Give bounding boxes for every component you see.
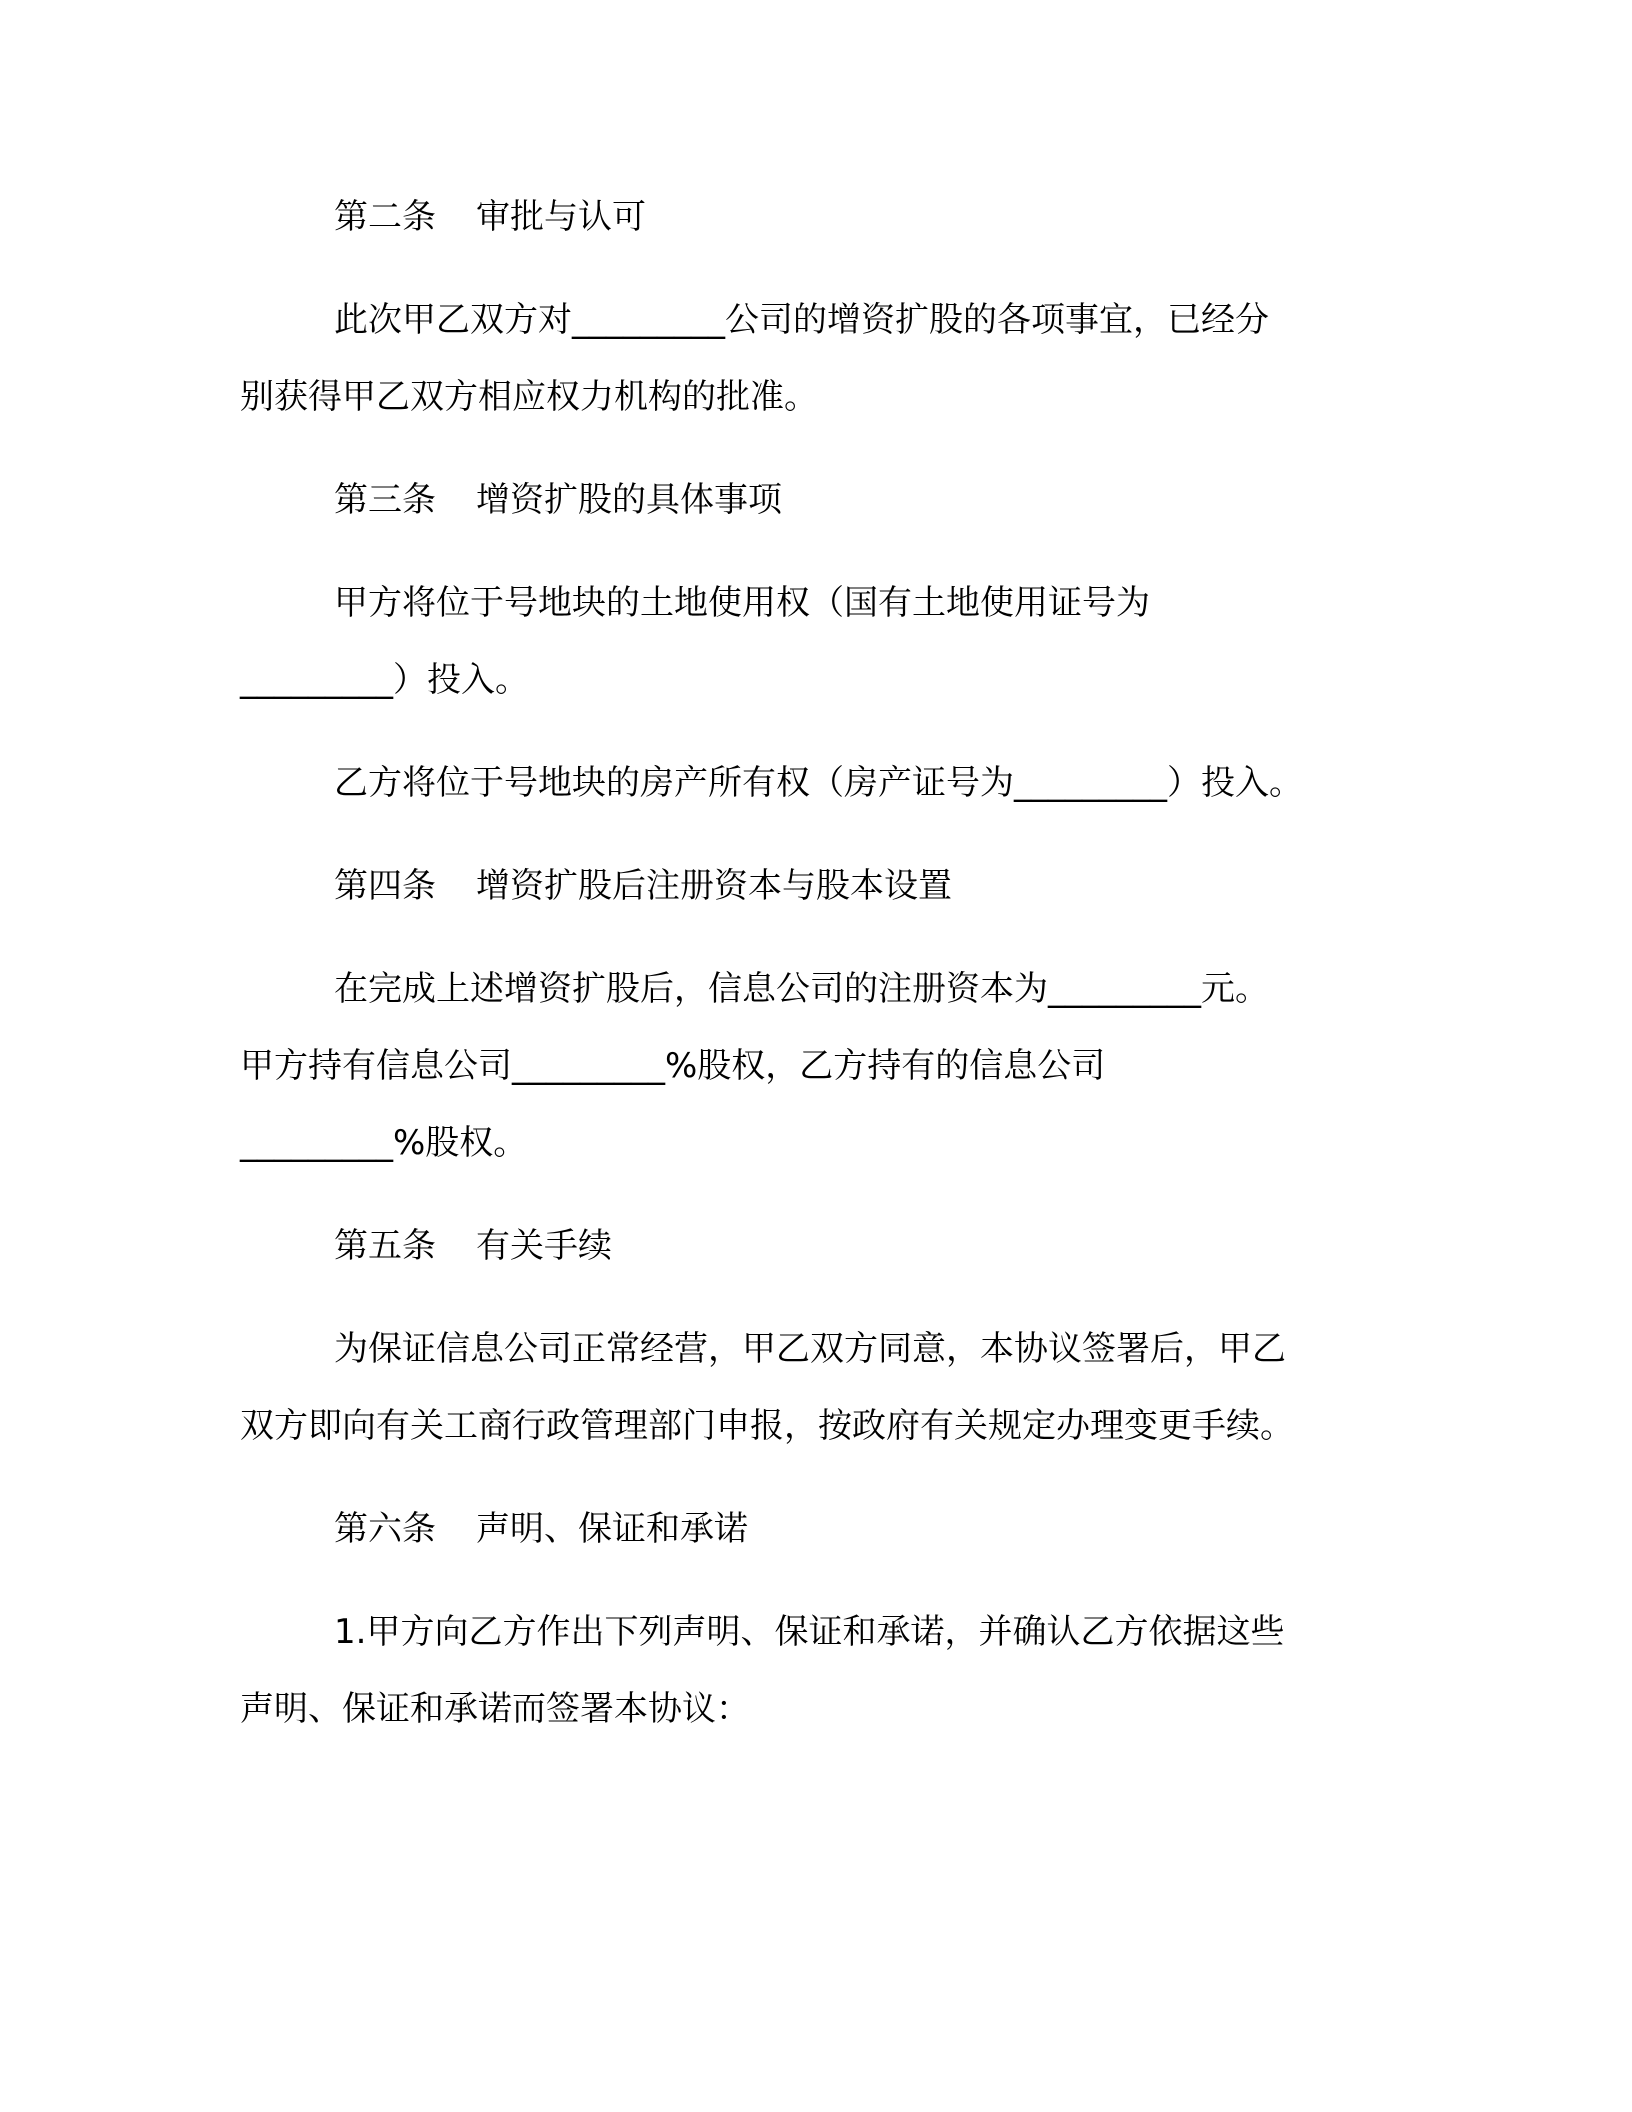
article-6-number: 第六条 [334, 1509, 436, 1549]
article-5-heading [334, 1221, 612, 1271]
article-6-heading [334, 1504, 748, 1554]
article-2-body-line-1: 此次甲乙双方对_________公司的增资扩股的各项事宜，已经分 [334, 300, 1269, 340]
article-5-body-line-2: 双方即向有关工商行政管理部门申报，按政府有关规定办理变更手续。 [240, 1406, 1294, 1446]
article-5-number: 第五条 [334, 1226, 436, 1266]
article-3-heading [334, 475, 782, 525]
article-4-body-line-1: 在完成上述增资扩股后，信息公司的注册资本为_________元。 [334, 969, 1269, 1009]
article-4-body-line-3: _________%股权。 [240, 1123, 528, 1163]
article-3-body-line-1: 甲方将位于号地块的土地使用权（国有土地使用证号为 [334, 583, 1150, 623]
article-3-body-line-3: 乙方将位于号地块的房产所有权（房产证号为_________）投入。 [334, 763, 1303, 803]
article-3-number: 第三条 [334, 480, 436, 520]
article-3-body-line-2: _________）投入。 [240, 660, 529, 700]
article-2-title: 审批与认可 [476, 197, 646, 237]
article-3-title: 增资扩股的具体事项 [476, 480, 782, 520]
article-6-body-line-2: 声明、保证和承诺而签署本协议： [240, 1689, 750, 1729]
article-4-heading [334, 861, 952, 911]
article-2-number: 第二条 [334, 197, 436, 237]
article-4-number: 第四条 [334, 866, 436, 906]
article-6-body-line-1: 1.甲方向乙方作出下列声明、保证和承诺，并确认乙方依据这些 [334, 1612, 1285, 1652]
article-5-title: 有关手续 [476, 1226, 612, 1266]
article-5-body-line-1: 为保证信息公司正常经营，甲乙双方同意，本协议签署后，甲乙 [334, 1329, 1286, 1369]
article-6-title: 声明、保证和承诺 [476, 1509, 748, 1549]
article-2-body-line-2: 别获得甲乙双方相应权力机构的批准。 [240, 377, 818, 417]
article-4-title: 增资扩股后注册资本与股本设置 [476, 866, 952, 906]
article-2-heading [334, 192, 646, 242]
article-4-body-line-2: 甲方持有信息公司_________%股权，乙方持有的信息公司 [240, 1046, 1106, 1086]
